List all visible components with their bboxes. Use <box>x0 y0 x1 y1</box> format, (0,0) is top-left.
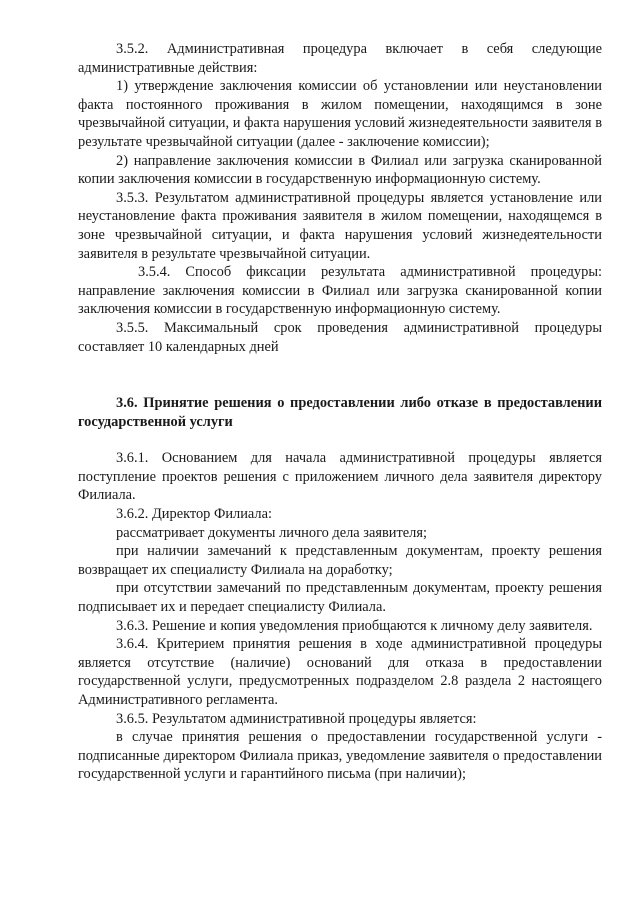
paragraph-3-6-2: 3.6.2. Директор Филиала: <box>116 506 272 523</box>
paragraph-3-5-4: 3.5.4. Способ фиксации результата административной процедуры: направление заключения комиссии в Филиал или загрузка сканированной копии заключения комиссии в государственную информационную систему. <box>78 264 602 318</box>
paragraph-3-5-5: 3.5.5. Максимальный срок проведения административной процедуры составляет 10 календарных дней <box>78 319 602 355</box>
paragraph-remarks: при наличии замечаний к представленным документам, проекту решения возвращает их специалисту Филиала на доработку; <box>78 543 602 578</box>
paragraph-3-6-3: 3.6.3. Решение и копия уведомления приобщаются к личному делу заявителя. <box>116 617 593 634</box>
spacer <box>78 356 602 394</box>
paragraph-3-6-4: 3.6.4. Критерием принятия решения в ходе административной процедуры является отсутствие (наличие) оснований для отказа в предоставлении государственной услуги, предусмотренных подразделом 2.8 раздела 2 настоящего Административного регламента. <box>78 636 602 708</box>
list-item-1: 1) утверждение заключения комиссии об установлении или неустановлении факта постоянного проживания в жилом помещении, находящимся в зоне чрезвычайной ситуации, и факта нарушения условий жизнедеятельности заявителя в результате чрезвычайной ситуации (далее - заключение комиссии); <box>78 78 602 150</box>
document-page <box>78 40 602 784</box>
paragraph-3-5-3: 3.5.3. Результатом административной процедуры является установление или неустановление факта проживания заявителя в жилом помещении, находящемся в зоне чрезвычайной ситуации, и факта нарушения условий жизнедеятельности заявителя в результате чрезвычайной ситуации. <box>78 189 602 262</box>
paragraph-3-6-5: 3.6.5. Результатом административной процедуры является: <box>116 710 477 727</box>
paragraph-review: рассматривает документы личного дела заявителя; <box>116 524 427 541</box>
paragraph-no-remarks: при отсутствии замечаний по представленным документам, проекту решения подписывает их и передает специалисту Филиала. <box>78 580 602 616</box>
spacer <box>78 431 602 449</box>
list-item-2: 2) направление заключения комиссии в Филиал или загрузка сканированной копии заключения комиссии в государственную информационную систему. <box>78 152 602 188</box>
section-heading-3-6: 3.6. Принятие решения о предоставлении либо отказе в предоставлении государственной услуги <box>78 395 602 430</box>
paragraph-3-6-1: 3.6.1. Основанием для начала административной процедуры является поступление проектов решения с приложением личного дела заявителя директору Филиала. <box>78 450 602 504</box>
paragraph-result: в случае принятия решения о предоставлении государственной услуги - подписанные директором Филиала приказ, уведомление заявителя о предоставлении государственной услуги и гарантийного письма (при наличии); <box>78 729 602 783</box>
paragraph-3-5-2: 3.5.2. Административная процедура включает в себя следующие административные действия: <box>78 41 602 76</box>
